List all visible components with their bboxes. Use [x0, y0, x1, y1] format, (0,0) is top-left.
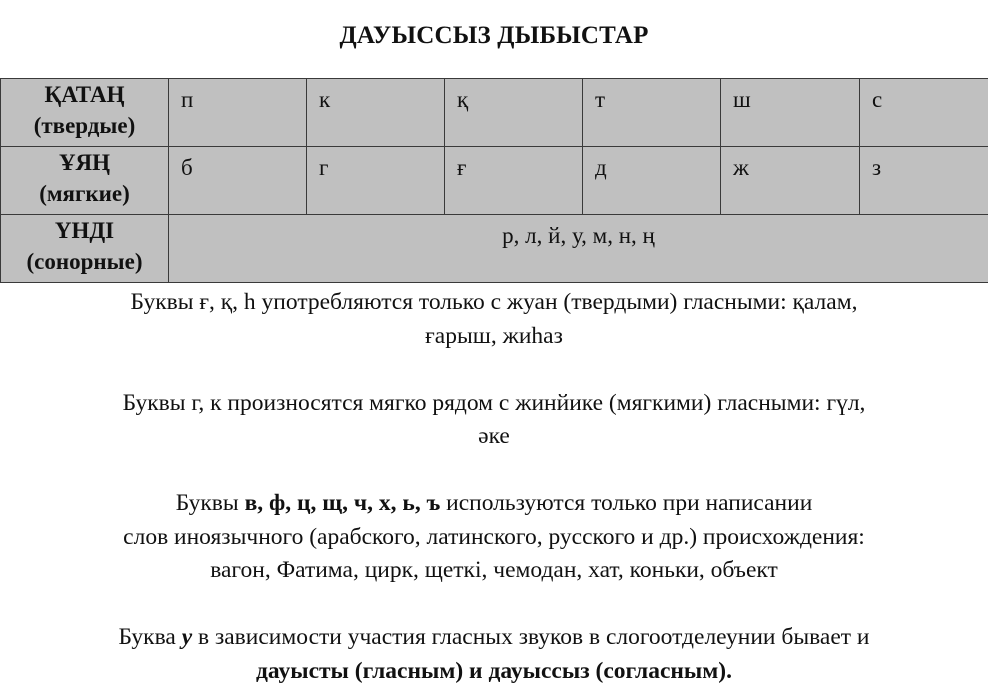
note-text-line: слов иноязычного (арабского, латинского, русского и др.) происхождения: [123, 523, 865, 550]
note-text-line: ғарыш, жиһаз [425, 322, 563, 349]
note-text-line: вагон, Фатима, цирк, щеткі, чемодан, хат, коньки, объект [210, 557, 778, 583]
letter-cell: қ [445, 79, 583, 147]
note-text-fragment: используются только при написании [446, 490, 813, 516]
letter-cell: п [169, 79, 307, 147]
note-text-line: Буквы ғ, қ, һ употребляются только с жуан (твердыми) гласными: қалам, [130, 289, 858, 315]
note-paragraph-foreign-letters [0, 487, 988, 588]
row-header-russian: (твердые) [33, 113, 136, 138]
row-header-russian: (мягкие) [39, 181, 130, 206]
note-text-line-bold: дауысты (гласным) и дауыссыз (согласным). [256, 657, 732, 684]
row-header-voiced [1, 147, 169, 215]
letter-cell: ғ [445, 147, 583, 215]
note-paragraph-hard-letters [0, 286, 988, 353]
sonorant-letters-cell: р, л, й, у, м, н, ң [169, 215, 988, 283]
table-row-sonorant [1, 215, 988, 283]
note-text-fragment: в зависимости участия гласных звуков в слогоотделеунии бывает и [198, 624, 870, 650]
note-paragraph-soft-letters [0, 387, 988, 454]
letter-cell: с [860, 79, 988, 147]
note-text-line [0, 487, 988, 521]
note-text-line: Буквы г, к произносятся мягко рядом с жинйике (мягкими) гласными: гүл, [122, 389, 866, 416]
note-text-fragment: Буква [118, 624, 176, 650]
letter-cell: б [169, 147, 307, 215]
note-paragraph-letter-u [0, 621, 988, 688]
letter-cell: т [583, 79, 721, 147]
page-title: ДАУЫССЫЗ ДЫБЫСТАР [339, 22, 649, 49]
note-text-line: әке [478, 423, 510, 449]
letter-cell: ш [721, 79, 860, 147]
consonants-table [0, 78, 988, 283]
letter-cell: г [307, 147, 445, 215]
row-header-hard [1, 79, 169, 147]
row-header-kazakh: ҮНДІ [54, 218, 115, 243]
row-header-sonorant [1, 215, 169, 283]
note-text-fragment: Буквы [175, 490, 239, 516]
letter-cell: ж [721, 147, 860, 215]
row-header-kazakh: ҚАТАҢ [44, 82, 125, 107]
note-text-line [0, 621, 988, 655]
table-row-hard [1, 79, 988, 147]
letter-u-highlight: у [181, 624, 193, 650]
row-header-russian: (сонорные) [26, 249, 143, 274]
letter-cell: к [307, 79, 445, 147]
table-row-voiced [1, 147, 988, 215]
letter-cell: д [583, 147, 721, 215]
foreign-letters-list: в, ф, ц, щ, ч, х, ь, ъ [244, 490, 441, 516]
letter-cell: з [860, 147, 988, 215]
row-header-kazakh: ҰЯҢ [58, 150, 111, 175]
notes-section [0, 286, 988, 688]
